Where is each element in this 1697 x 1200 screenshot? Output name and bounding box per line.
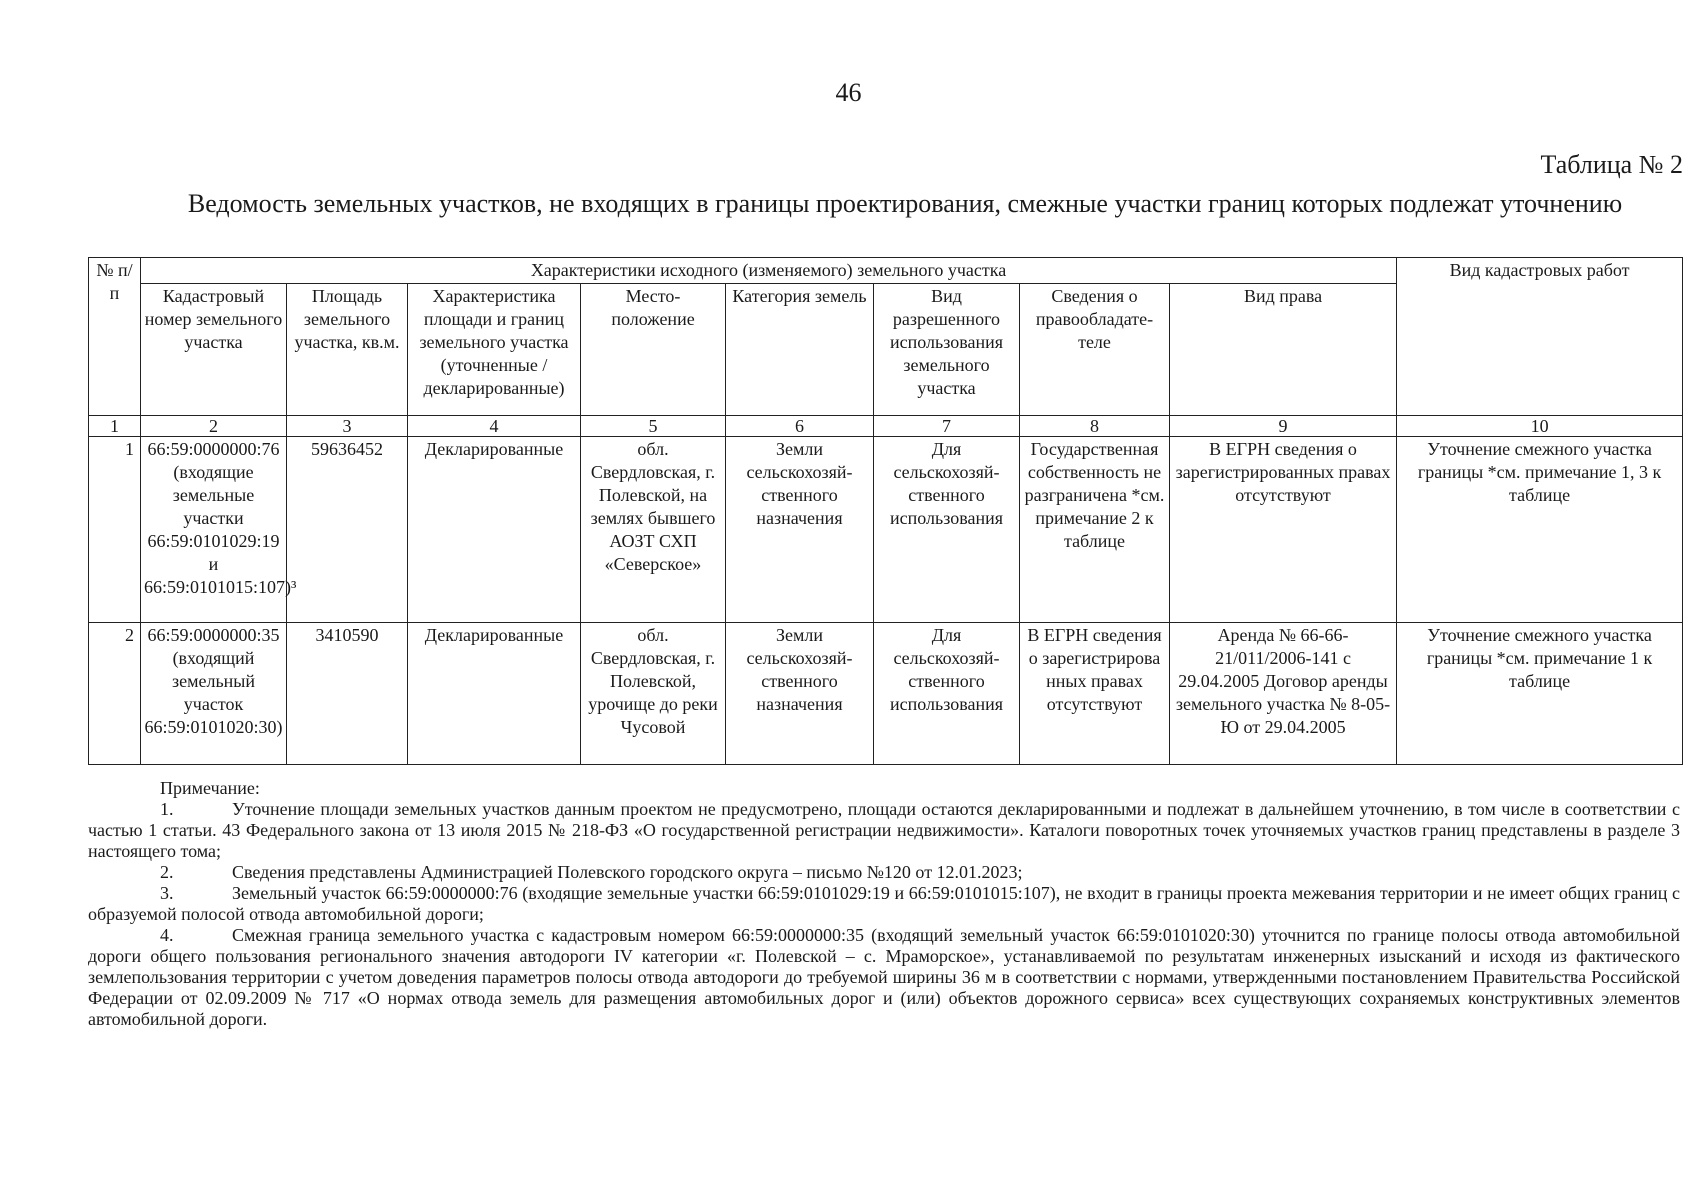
cell-area-characteristic: Декларированные bbox=[408, 437, 581, 623]
col-number: 4 bbox=[408, 416, 581, 437]
cell-cadastral-works: Уточнение смежного участка границы *см. примечание 1, 3 к таблице bbox=[1397, 437, 1683, 623]
cell-cadastral-works: Уточнение смежного участка границы *см. примечание 1 к таблице bbox=[1397, 623, 1683, 765]
col-number: 5 bbox=[581, 416, 726, 437]
header-location: Место-положение bbox=[581, 284, 726, 416]
notes-heading: Примечание: bbox=[160, 778, 260, 798]
note-text: Земельный участок 66:59:0000000:76 (входящие земельные участки 66:59:0101029:19 и 66:59:0101015:107), не входит в границы проекта межевания территории и не имеет общих границ с образуемой полосой отвода автомобильной дороги; bbox=[88, 883, 1680, 924]
cell-permitted-use: Для сельскохозяй-ственного использования bbox=[874, 437, 1020, 623]
note-number: 1. bbox=[160, 799, 174, 819]
cell-cadastral-number: 66:59:0000000:76 (входящие земельные участки 66:59:0101029:19 и 66:59:0101015:107)³ bbox=[141, 437, 287, 623]
note-text: Смежная граница земельного участка с кадастровым номером 66:59:0000000:35 (входящий земельный участок 66:59:0101020:30) уточнится по границе полосы отвода автомобильной дороги общего пользования регионального значения автодороги IV категории «г. Полевской – с. Мраморское», устанавливаемой по результатам инженерных изысканий и исходя из фактического землепользования территории с учетом доведения параметров полосы отвода автодороги до требуемой ширины 36 м в соответствии с нормами, утвержденными постановлением Правительства Российской Федерации от 02.09.2009 № 717 «О нормах отвода земель для размещения автомобильных дорог и (или) объектов дорожного сервиса» всех существующих сохраняемых конструктивных элементов автомобильной дороги. bbox=[88, 925, 1680, 1029]
cell-right-type: В ЕГРН сведения о зарегистрированных правах отсутствуют bbox=[1170, 437, 1397, 623]
note-text: Уточнение площади земельных участков данным проектом не предусмотрено, площади остаются декларированными и подлежат в дальнейшем уточнению, в том числе в соответствии с частью 1 статьи. 43 Федерального закона от 13 июля 2015 № 218-ФЗ «О государственной регистрации недвижимости». Каталоги поворотных точек уточняемых участков границ представлены в разделе 3 настоящего тома; bbox=[88, 799, 1680, 861]
cell-location: обл. Свердловская, г. Полевской, урочище до реки Чусовой bbox=[581, 623, 726, 765]
notes-section bbox=[88, 778, 1680, 1030]
cell-cadastral-number: 66:59:0000000:35 (входящий земельный участок 66:59:0101020:30) bbox=[141, 623, 287, 765]
cell-num: 2 bbox=[89, 623, 141, 765]
header-area-characteristic: Характеристика площади и границ земельного участка (уточненные / декларированные) bbox=[408, 284, 581, 416]
cell-permitted-use: Для сельскохозяй-ственного использования bbox=[874, 623, 1020, 765]
cell-land-category: Земли сельскохозяй-ственного назначения bbox=[726, 437, 874, 623]
note-item bbox=[88, 862, 1680, 883]
cell-area: 3410590 bbox=[287, 623, 408, 765]
col-number: 3 bbox=[287, 416, 408, 437]
note-number: 2. bbox=[160, 862, 174, 882]
cell-area: 59636452 bbox=[287, 437, 408, 623]
note-item bbox=[88, 799, 1680, 862]
column-numbers-row bbox=[89, 416, 1683, 437]
table-label: Таблица № 2 bbox=[1540, 150, 1683, 179]
header-num: № п/п bbox=[89, 258, 141, 416]
cell-location: обл. Свердловская, г. Полевской, на землях бывшего АОЗТ СХП «Северское» bbox=[581, 437, 726, 623]
document-title: Ведомость земельных участков, не входящих в границы проектирования, смежные участки границ которых подлежат уточнению bbox=[187, 189, 1623, 218]
col-number: 1 bbox=[89, 416, 141, 437]
table-row bbox=[89, 623, 1683, 765]
table-row bbox=[89, 437, 1683, 623]
col-number: 6 bbox=[726, 416, 874, 437]
col-number: 2 bbox=[141, 416, 287, 437]
header-group: Характеристики исходного (изменяемого) земельного участка bbox=[141, 258, 1397, 284]
cell-owner-info: В ЕГРН сведения о зарегистрирова нных правах отсутствуют bbox=[1020, 623, 1170, 765]
header-cadastral-works: Вид кадастровых работ bbox=[1397, 258, 1683, 416]
col-number: 7 bbox=[874, 416, 1020, 437]
cell-right-type: Аренда № 66-66-21/011/2006-141 с 29.04.2005 Договор аренды земельного участка № 8-05-Ю от 29.04.2005 bbox=[1170, 623, 1397, 765]
header-permitted-use: Вид разрешенного использования земельного участка bbox=[874, 284, 1020, 416]
land-plots-table bbox=[88, 257, 1683, 765]
header-owner-info: Сведения о правообладате-теле bbox=[1020, 284, 1170, 416]
note-item bbox=[88, 925, 1680, 1030]
cell-owner-info: Государственная собственность не разграничена *см. примечание 2 к таблице bbox=[1020, 437, 1170, 623]
cell-land-category: Земли сельскохозяй-ственного назначения bbox=[726, 623, 874, 765]
header-cadastral-number: Кадастровый номер земельного участка bbox=[141, 284, 287, 416]
col-number: 9 bbox=[1170, 416, 1397, 437]
note-number: 3. bbox=[160, 883, 174, 903]
page-number: 46 bbox=[835, 78, 862, 107]
note-text: Сведения представлены Администрацией Полевского городского округа – письмо №120 от 12.01.2023; bbox=[232, 862, 1023, 882]
header-right-type: Вид права bbox=[1170, 284, 1397, 416]
note-item bbox=[88, 883, 1680, 925]
header-area: Площадь земельного участка, кв.м. bbox=[287, 284, 408, 416]
cell-area-characteristic: Декларированные bbox=[408, 623, 581, 765]
header-row-group bbox=[89, 258, 1683, 284]
note-number: 4. bbox=[160, 925, 174, 945]
header-land-category: Категория земель bbox=[726, 284, 874, 416]
col-number: 8 bbox=[1020, 416, 1170, 437]
cell-num: 1 bbox=[89, 437, 141, 623]
col-number: 10 bbox=[1397, 416, 1683, 437]
